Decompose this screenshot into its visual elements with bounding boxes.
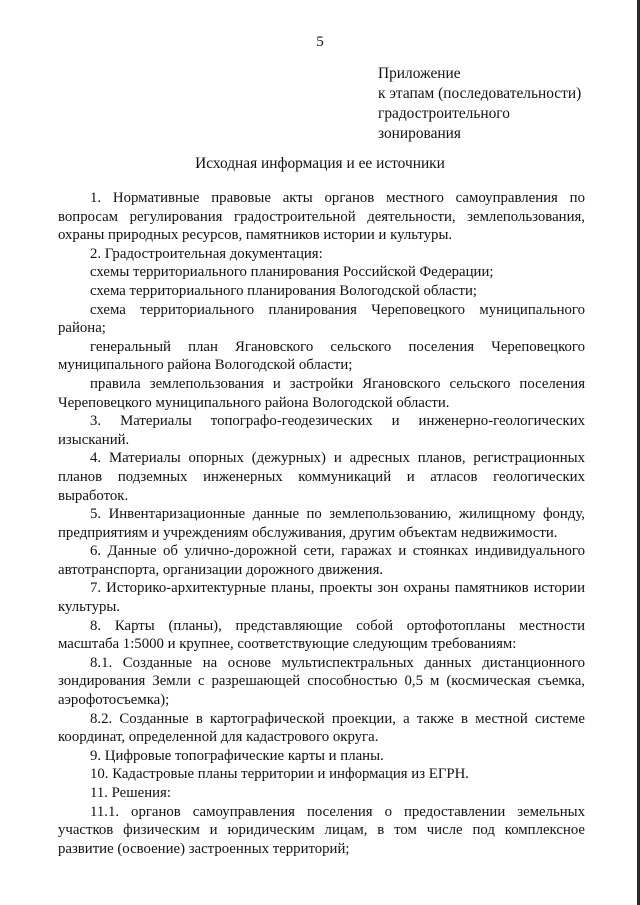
paragraph-6: 6. Данные об улично-дорожной сети, гаражах и стоянках индивидуального автотранспорта, организации дорожного движения. [58, 543, 585, 578]
appendix-line: Приложение [378, 65, 461, 82]
paragraph-1: 1. Нормативные правовые акты органов местного самоуправления по вопросам регулирования градостроительной деятельности, землепользования, охраны природных ресурсов, памятников истории и культуры. [58, 190, 585, 244]
appendix-line: градостроительного [378, 105, 510, 122]
paragraph-3: 3. Материалы топографо-геодезических и инженерно-геологических изысканий. [58, 413, 585, 448]
appendix-line: к этапам (последовательности) [378, 85, 582, 102]
paragraph-5: 5. Инвентаризационные данные по землепользованию, жилищному фонду, предприятиям и учреждениям обслуживания, другим объектам недвижимости. [58, 506, 585, 541]
paragraph-11: 11. Решения: [90, 785, 171, 801]
document-heading: Исходная информация и ее источники [195, 155, 445, 172]
paragraph-2-item-3: схема территориального планирования Череповецкого муниципального района; [58, 301, 585, 337]
paragraph-7: 7. Историко-архитектурные планы, проекты зон охраны памятников истории культуры. [58, 580, 585, 616]
paragraph-8-2: 8.2. Созданные в картографической проекции, а также в местной системе координат, определенной для кадастрового округа. [58, 710, 585, 746]
paragraph-11-1: 11.1. органов самоуправления поселения о предоставлении земельных участков физическим и юридическим лицам, в том числе под комплексное развитие (освоение) застроенных территорий; [58, 803, 585, 857]
document-body [58, 189, 585, 858]
page-number: 5 [316, 34, 324, 50]
paragraph-2-item-2: схема территориального планирования Вологодской области; [90, 282, 478, 299]
paragraph-2-item-5: правила землепользования и застройки Ягановского сельского поселения Череповецкого муниципального района Вологодской области. [58, 375, 585, 411]
paragraph-8-1: 8.1. Созданные на основе мультиспектральных данных дистанционного зондирования Земли с разрешающей способностью 0,5 м (космическая съемка, аэрофотосъемка); [58, 654, 585, 709]
appendix-line: зонирования [378, 125, 461, 142]
paragraph-2: 2. Градостроительная документация: [90, 245, 323, 262]
paragraph-10: 10. Кадастровые планы территории и информация из ЕГРН. [90, 766, 469, 783]
appendix-note [378, 64, 581, 144]
paragraph-2-item-1: схемы территориального планирования Российской Федерации; [90, 264, 494, 281]
paragraph-9: 9. Цифровые топографические карты и планы. [90, 747, 384, 764]
paragraph-4: 4. Материалы опорных (дежурных) и адресных планов, регистрационных планов подземных инженерных коммуникаций и атласов геологических выработок. [58, 450, 585, 504]
paragraph-8: 8. Карты (планы), представляющие собой ортофотопланы местности масштаба 1:5000 и крупнее, соответствующие следующим требованиям: [58, 617, 585, 653]
paragraph-2-item-4: генеральный план Ягановского сельского поселения Череповецкого муниципального района Вологодской области; [58, 338, 585, 374]
